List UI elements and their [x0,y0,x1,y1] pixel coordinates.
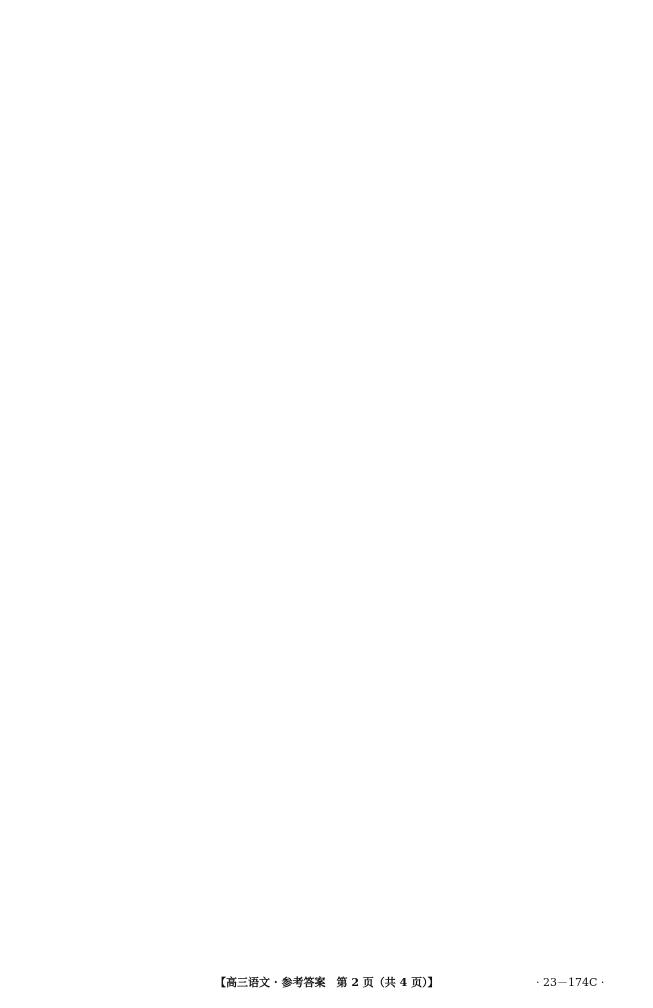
footer-doc-code: · 23－174C · [536,976,605,989]
page-footer [0,972,653,994]
footer-page-label: 【高三语文 · 参考答案 第 2 页（共 4 页）】 [215,976,439,989]
